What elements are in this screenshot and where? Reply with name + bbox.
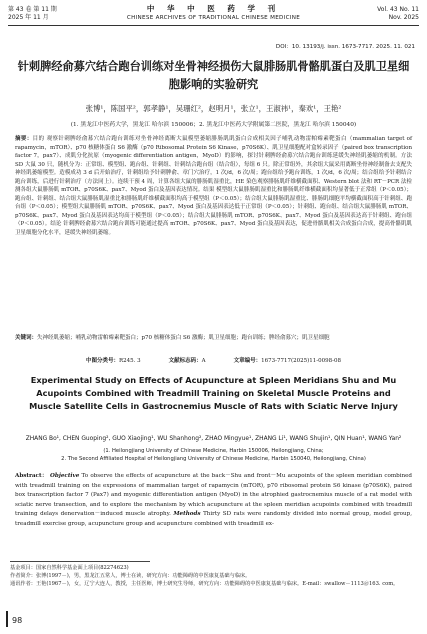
authors-en: ZHANG Bo¹, CHEN Guoping², GUO Xiaojing¹, WU Shanhong², ZHAO Mingyue¹, ZHANG Li¹, WANG Shujin¹, QIN Huan¹, WANG Yan² [25, 436, 402, 442]
title-en: Experimental Study on Effects of Acupuncture at Spleen Meridians Shu and Mu Acupoints Combined with Treadmill Training on Skeletal Muscle Proteins and Muscle Satellite Cells in Gastrocnemius Muscle of Rats with Sciatic Nerve Injury [29, 375, 398, 411]
header-center [100, 4, 327, 22]
article-value: 1673-7717(2025)11-0098-08 [261, 358, 342, 364]
doc-label: 文献标志码： [168, 358, 202, 364]
date-cn: 2025 年 11 月 [8, 14, 49, 21]
keywords-cn [15, 334, 412, 343]
volume-en: Vol. 43 No. 11 [377, 6, 419, 13]
affiliations-en [10, 447, 417, 463]
doc-value: A [201, 358, 206, 364]
abstract-cn [15, 135, 412, 237]
footnote-funding: 基金项目：国家自然科学基金面上项目(82274623) [10, 565, 129, 571]
abstract-cn-label: 摘要： [15, 136, 33, 142]
volume-cn: 第 43 卷 第 11 期 [8, 6, 57, 13]
footnote-author: 作者简介：张博(1997－)，男，黑龙江五常人，博士在读，研究方向：功能障碍的中医康复基础与临床。 [10, 573, 251, 579]
document-code [169, 357, 206, 365]
header-left [8, 6, 57, 22]
header-right [377, 6, 419, 22]
article-number [234, 357, 341, 365]
keywords-cn-label: 关键词： [15, 335, 38, 341]
article-label: 文章编号： [233, 358, 262, 364]
methods-label: Methods [173, 511, 201, 518]
clc-label: 中图分类号： [85, 358, 119, 364]
clc-value: R245. 3 [119, 358, 141, 364]
affiliation-en-2: 2. The Second Affiliated Hospital of Heilongjiang University of Chinese Medicine, Harbin 150040, Heilongjiang, China) [61, 456, 366, 462]
journal-name-en: CHINESE ARCHIVES OF TRADITIONAL CHINESE MEDICINE [126, 15, 301, 21]
footnote-rule [10, 561, 150, 562]
date-en: Nov. 2025 [388, 14, 419, 21]
title-cn: 针刺脾经俞募穴结合跑台训练对坐骨神经损伤大鼠腓肠肌骨骼肌蛋白及肌卫星细胞影响的实验研究 [17, 60, 410, 91]
keywords-cn-text: 失神经肌萎缩；哺乳动物雷帕霉素靶蛋白；p70 核糖体蛋白 S6 激酶；肌卫星细胞；跑台训练；脾经俞募穴；肌卫星细胞 [37, 335, 330, 341]
abstract-en [15, 472, 412, 530]
affiliations-cn: (1. 黑龙江中医药大学，黑龙江 哈尔滨 150006；2. 黑龙江中医药大学附属第二医院，黑龙江 哈尔滨 150040) [70, 122, 357, 128]
footnote-correspondence: 通讯作者：王艳(1967－)，女，辽宁大连人，教授，主任医师，博士研究生导师，研究方向：功能障碍的中医康复基础与临床。E-mail：swallow－1113＠163. com。 [10, 581, 399, 587]
abstract-cn-text: 目的 观察针刺脾经俞募穴结合跑台训练对坐骨神经离断大鼠模型萎缩腓肠肌肌蛋白合成相关因子哺乳动物雷帕霉素靶蛋白（mammalian target of rapamycin，mTOR）、p70 核糖体蛋白 S6 激酶（p70 Ribosomal Protein S6 Kinase，p70S6K）、肌卫星细胞配对盒转录因子（paired box transcription factor 7，pax7）、成肌分化抗原（myogenic differentiation antigen，MyoD）的影响，探讨针刺脾经俞募穴结合跑台训练延缓失神经肌萎缩的机制。方法 SD 大鼠 30 只，随机分为：正常组、模型组、跑台组、针刺组、针刺结合跑台组（结合组），每组 6 只。除正常组外，其余组大鼠采用离断坐骨神经制备去支配失神经肌萎缩模型。造模成功 3 d 后开始治疗，针刺组给予针刺脾俞、章门穴治疗，1 次/d，6 次/周；跑台组给予跑台训练，1 次/d，6 次/周；结合组给予针刺结合跑台训练，后进行针刺治疗（方法同上）。连续干预 4 周，计算各组大鼠的腓肠肌湿重比，HE 染色观察腓肠肌纤维横截面积、Western blot 法和 RT－PCR 法检测各组大鼠腓肠肌 mTOR、p70S6K、pax7、Myod 蛋白及基因表达情况。结果 模型组大鼠腓肠肌湿重比和腓肠肌纤维横截面积均显著低于正常组（P＜0.05）；跑台组、针刺组、结合组大鼠腓肠肌湿重比和腓肠肌纤维横截面积均高于模型组（P＜0.05）；结合组大鼠腓肠肌湿重比、腓肠肌细胞平均横截面积高于针刺组、跑台组（P＜0.05）；模型组大鼠腓肠肌 mTOR、p70S6K、pax7、Myod 蛋白及基因表达低于正常组（P＜0.05）；针刺组、跑台组、结合组大鼠腓肠肌 mTOR、p70S6K、pax7、Myod 蛋白及基因表达均高于模型组（P＜0.05）；结合组大鼠腓肠肌 mTOR、p70S6K、pax7、Myod 蛋白及基因表达高于针刺组、跑台组（P＜0.05）。结论 针刺脾经俞募穴结合跑台训练可能通过提高 mTOR、p70S6K、pax7、Myod 蛋白及基因表达，促进骨骼肌相关合成蛋白合成，提高骨骼肌肌卫星细胞分化水平，延缓失神经肌萎缩。 [15, 136, 412, 236]
journal-name-cn: 中 华 中 医 药 学 刊 [146, 4, 281, 13]
clc-number [86, 357, 141, 365]
header-rule [8, 25, 419, 26]
footnotes [10, 564, 417, 588]
methods-text: Thirty SD rats were randomly divided into normal group, model group, treadmill exercise group, acupuncture group and acupuncture combined with treadmill ex- [15, 511, 412, 527]
affiliation-en-1: (1. Heilongjiang University of Chinese Medicine, Harbin 150006, Heilongjiang, China; [103, 448, 324, 454]
authors-cn: 张博¹，陈国平²，郭孝静¹，吴珊红²，赵明月¹，张立¹，王淑祎¹，秦欢¹，王艳² [85, 104, 342, 113]
abstract-en-label: Abstract： [15, 473, 48, 479]
abstract-en-text: To observe the effects of acupuncture at the back－Shu and front－Mu acupoints of the spleen meridian combined with treadmill training on the expressions of mammalian target of rapamycin (mTOR), p70 ribosomal protein S6 kinase (p70S6K), paired box transcription factor 7 (Pax7) and myogenic differentiation antigen (MyoD) in the atrophied gastrocnemius muscle of a rat model with sciatic nerve transection, and to explore the mechanism by which acupuncture at the spleen meridian acupoints combined with treadmill training delays denervation－induced muscle atrophy. [15, 473, 412, 518]
page-number-bar [6, 611, 8, 627]
page-number: 98 [12, 616, 23, 625]
classification [15, 357, 412, 365]
objective-label: Objective [50, 473, 80, 479]
doi: DOI：10. 13193/j. issn. 1673-7717. 2025. 11. 021 [275, 44, 415, 50]
